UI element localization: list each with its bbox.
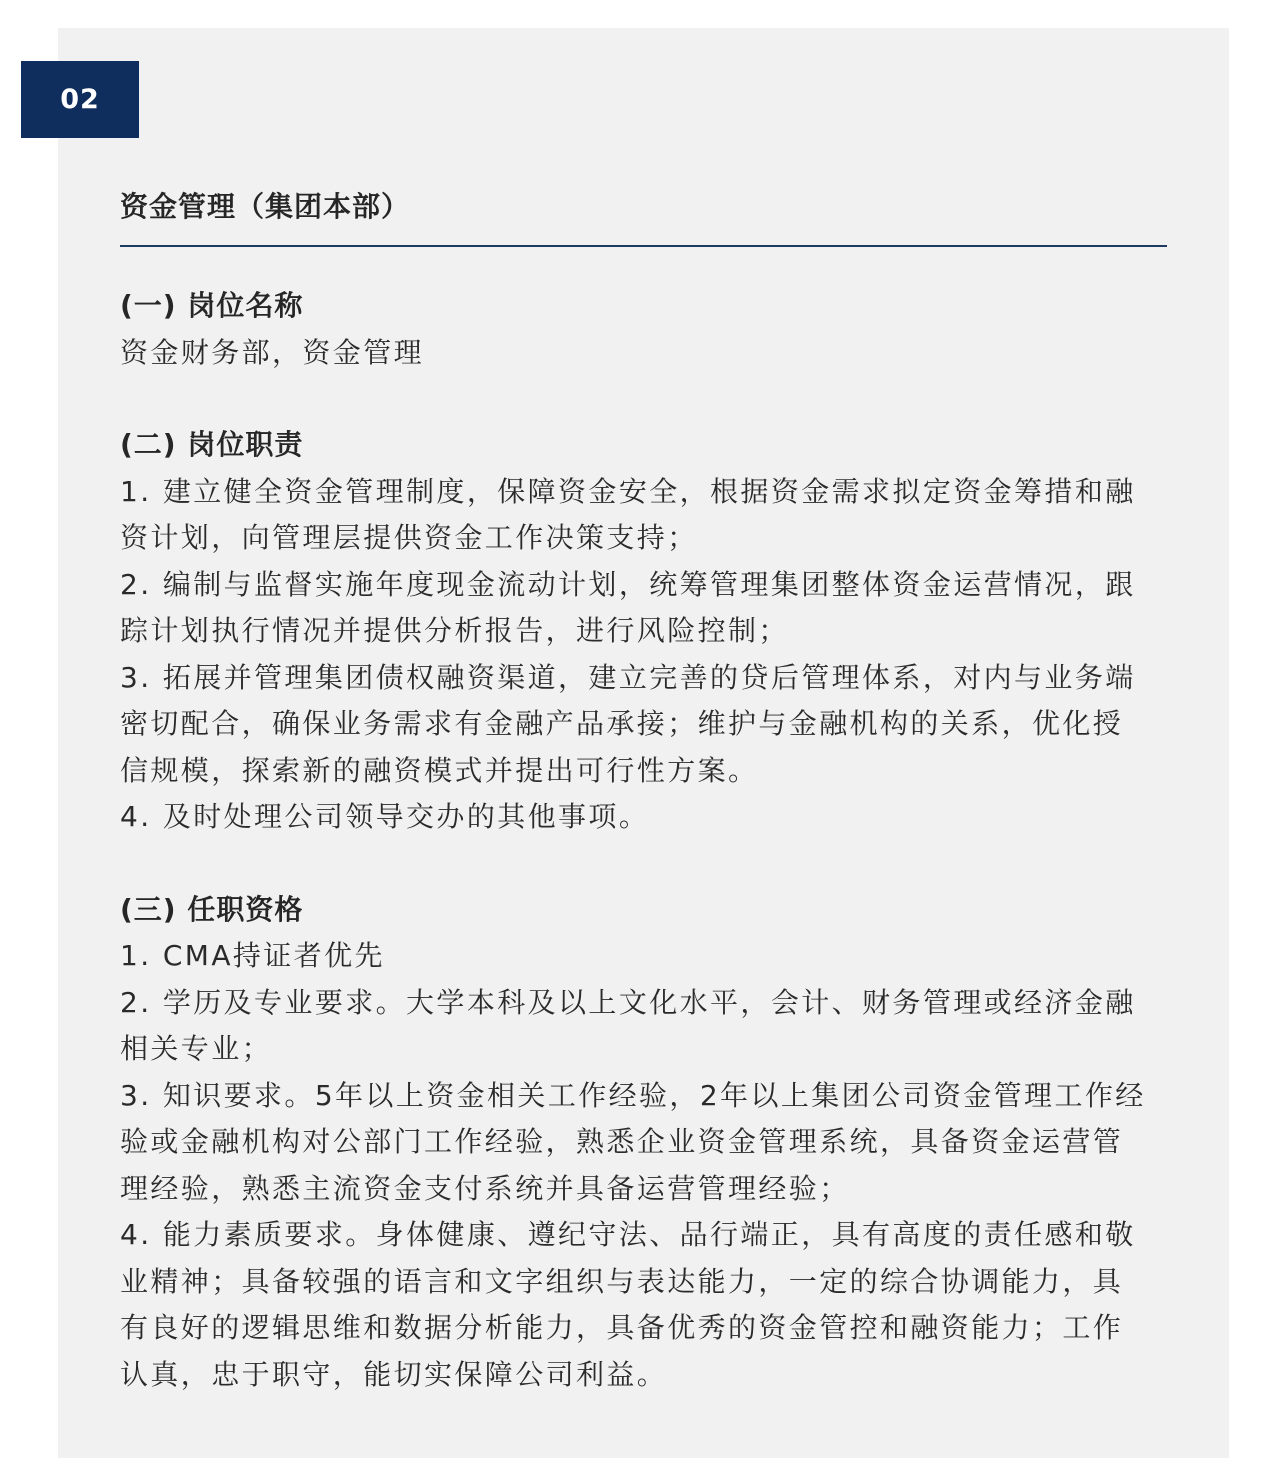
text-line: 信规模，探索新的融资模式并提出可行性方案。 — [120, 753, 759, 787]
job-description — [120, 184, 1167, 1444]
text-line: 2. 编制与监督实施年度现金流动计划，统筹管理集团整体资金运营情况，跟 — [120, 567, 1136, 601]
text-line: 业精神；具备较强的语言和文字组织与表达能力，一定的综合协调能力，具 — [120, 1264, 1124, 1298]
text-line: 2. 学历及专业要求。大学本科及以上文化水平，会计、财务管理或经济金融 — [120, 985, 1136, 1019]
text-line: 资计划，向管理层提供资金工作决策支持； — [120, 521, 698, 554]
text-line: 1. 建立健全资金管理制度，保障资金安全，根据资金需求拟定资金筹措和融 — [120, 474, 1136, 508]
text-line: 密切配合，确保业务需求有金融产品承接；维护与金融机构的关系，优化授 — [120, 707, 1124, 740]
section-responsibilities — [120, 422, 1167, 841]
section-heading: (三) 任职资格 — [120, 892, 304, 926]
section-heading: (一) 岗位名称 — [120, 289, 304, 322]
text-line: 踪计划执行情况并提供分析报告，进行风险控制； — [120, 614, 789, 647]
text-line: 1. CMA持证者优先 — [120, 939, 385, 972]
title-divider — [120, 245, 1167, 247]
text-line: 认真，忠于职守，能切实保障公司利益。 — [120, 1357, 668, 1391]
text-line: 有良好的逻辑思维和数据分析能力，具备优秀的资金管控和融资能力；工作 — [120, 1311, 1124, 1344]
text-line: 4. 及时处理公司领导交办的其他事项。 — [120, 800, 650, 833]
text-line: 相关专业； — [120, 1032, 273, 1065]
text-line: 资金财务部，资金管理 — [120, 335, 425, 369]
page-title: 资金管理（集团本部） — [120, 190, 411, 223]
text-line: 4. 能力素质要求。身体健康、遵纪守法、品行端正，具有高度的责任感和敬 — [120, 1218, 1136, 1251]
section-qualifications — [120, 887, 1167, 1399]
text-line: 3. 拓展并管理集团债权融资渠道，建立完善的贷后管理体系，对内与业务端 — [120, 660, 1136, 694]
section-heading: (二) 岗位职责 — [120, 428, 304, 461]
text-line: 验或金融机构对公部门工作经验，熟悉企业资金管理系统，具备资金运营管 — [120, 1125, 1124, 1158]
section-number-badge: 02 — [21, 61, 139, 138]
section-position-name — [120, 283, 1167, 376]
text-line: 3. 知识要求。5年以上资金相关工作经验，2年以上集团公司资金管理工作经 — [120, 1078, 1146, 1112]
text-line: 理经验，熟悉主流资金支付系统并具备运营管理经验； — [120, 1171, 850, 1205]
